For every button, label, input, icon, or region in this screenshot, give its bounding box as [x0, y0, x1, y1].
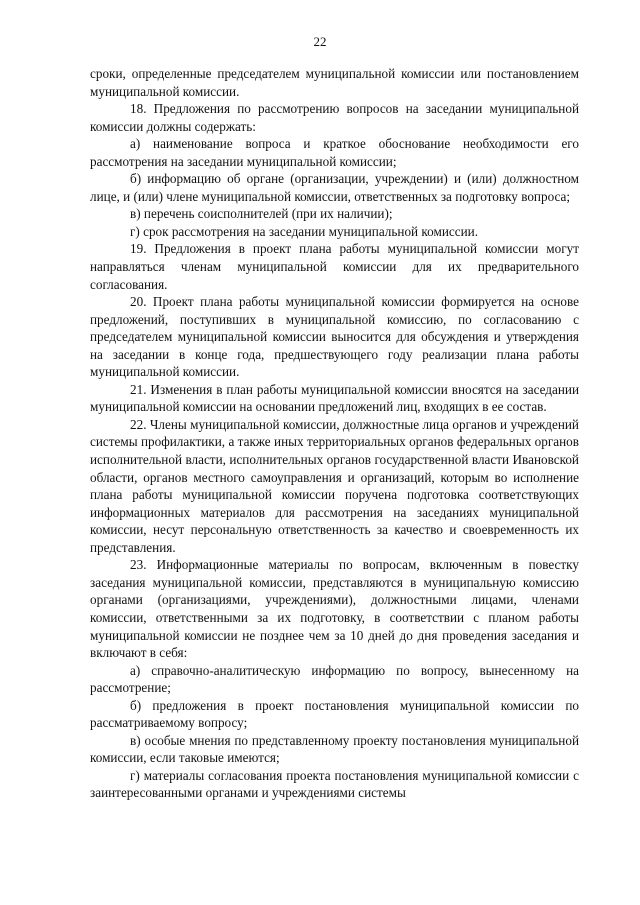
list-item-v: в) перечень соисполнителей (при их наличии);	[130, 206, 393, 222]
list-item-g: г) срок рассмотрения на заседании муниципальной комиссии.	[130, 223, 478, 239]
paragraph-23: 23. Информационные материалы по вопросам, включенным в повестку заседания муниципальной комиссии, представляются в муниципальную комиссию органами (организациями, учреждениями), должностными лицами, членами комиссии, ответственными за их подготовку, в соответствии с планом работы муниципальной комиссии не позднее чем за 10 дней до дня проведения заседания и включают в себя:	[90, 557, 579, 661]
document-body	[90, 65, 579, 802]
paragraph-18: 18. Предложения по рассмотрению вопросов на заседании муниципальной комиссии должны содержать:	[90, 101, 579, 134]
list-item-v: в) особые мнения по представленному проекту постановления муниципальной комиссии, если таковые имеются;	[90, 732, 579, 766]
list-item-a: а) наименование вопроса и краткое обоснование необходимости его рассмотрения на заседании муниципальной комиссии;	[90, 136, 579, 169]
page-number: 22	[313, 34, 327, 49]
paragraph-19: 19. Предложения в проект плана работы муниципальной комиссии могут направляться членам муниципальной комиссии для их предварительного согласования.	[90, 241, 579, 292]
list-item-b: б) информацию об органе (организации, учреждении) и (или) должностном лице, и (или) члене муниципальной комиссии, ответственных за подготовку вопроса;	[90, 171, 579, 204]
paragraph-20: 20. Проект плана работы муниципальной комиссии формируется на основе предложений, поступивших в муниципальной комиссию, по согласованию с председателем муниципальной комиссии выносится для обсуждения и утверждения на заседании в конце года, предшествующего году реализации плана работы муниципальной комиссии.	[90, 294, 579, 380]
list-item-a: а) справочно-аналитическую информацию по вопросу, вынесенному на рассмотрение;	[90, 662, 579, 696]
list-item-b: б) предложения в проект постановления муниципальной комиссии по рассматриваемому вопросу;	[90, 697, 579, 731]
paragraph-22: 22. Члены муниципальной комиссии, должностные лица органов и учреждений системы профилактики, а также иных территориальных органов федеральных органов исполнительной власти, исполнительных органов государственной власти Ивановской области, органов местного самоуправления и организаций, которым во исполнение плана работы муниципальной комиссии поручена подготовка соответствующих информационных материалов для рассмотрения на заседаниях муниципальной комиссии, несут персональную ответственность за качество и своевременность их представления.	[90, 416, 579, 555]
paragraph-21: 21. Изменения в план работы муниципальной комиссии вносятся на заседании муниципальной комиссии на основании предложений лиц, входящих в ее состав.	[90, 381, 579, 415]
paragraph-continuation: сроки, определенные председателем муниципальной комиссии или постановлением муниципальной комиссии.	[90, 66, 579, 99]
list-item-g: г) материалы согласования проекта постановления муниципальной комиссии с заинтересованными органами и учреждениями системы	[90, 767, 579, 801]
